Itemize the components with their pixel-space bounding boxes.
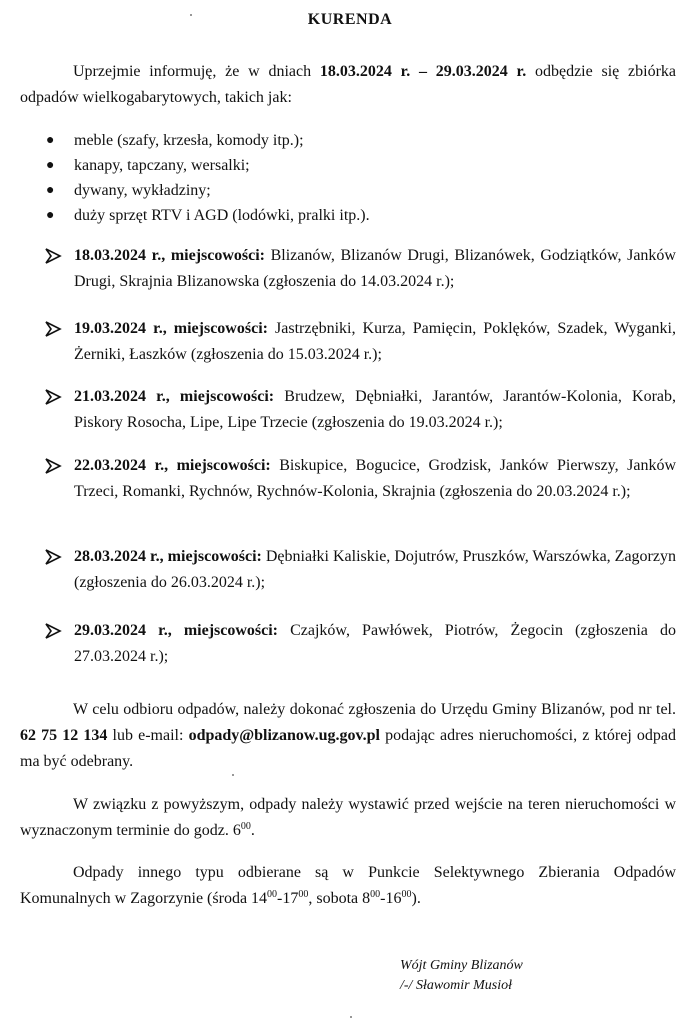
- arrowhead-bullet-icon: [44, 321, 62, 337]
- signatory-office: Wójt Gminy Blizanów: [400, 958, 523, 973]
- bullet-icon: ●: [46, 208, 55, 223]
- arrowhead-bullet-icon: [44, 248, 62, 264]
- schedule-text: [74, 453, 676, 505]
- list-item: [44, 153, 664, 178]
- schedule-places: Jastrzębniki, Kurza, Pamięcin, Poklęków, Szadek, Wyganki, Żerniki, Łaszków: [74, 320, 676, 363]
- contact-text-end: podając adres nieruchomości, z której odpad ma być odebrany.: [20, 727, 676, 770]
- document-title: KURENDA: [307, 11, 393, 28]
- schedule-deadline: (zgłoszenia do 27.03.2024 r.);: [74, 622, 676, 665]
- schedule-text: [74, 316, 676, 368]
- bullet-icon: ●: [46, 183, 55, 198]
- pszok-text: Odpady innego typu odbierane są w Punkcie Selektywnego Zbierania Odpadów Komunalnych w Zagorzynie (środa 14: [20, 864, 676, 907]
- arrowhead-bullet-icon: [44, 549, 62, 565]
- hour-superscript: 00: [298, 889, 309, 900]
- schedule-date: 22.03.2024 r., miejscowości:: [74, 457, 271, 474]
- list-item-text: duży sprzęt RTV i AGD (lodówki, pralki itp.).: [74, 207, 370, 224]
- intro-paragraph: [20, 59, 676, 111]
- pszok-time: -16: [380, 890, 402, 907]
- pszok-paragraph: [20, 860, 676, 912]
- schedule-text: [74, 243, 676, 295]
- list-item: [44, 203, 664, 228]
- pszok-text: , sobota 8: [308, 890, 371, 907]
- schedule-entry: [44, 384, 676, 436]
- hour-superscript: 00: [401, 889, 412, 900]
- schedule-deadline: (zgłoszenia do 14.03.2024 r.);: [259, 273, 455, 290]
- schedule-deadline: (zgłoszenia do 19.03.2024 r.);: [307, 414, 503, 431]
- schedule-places: Biskupice, Bogucice, Grodzisk, Janków Pierwszy, Janków Trzeci, Romanki, Rychnów, Rychnów-Kolonia, Skrajnia: [74, 457, 676, 500]
- hour-superscript: 00: [267, 889, 278, 900]
- waste-type-list: [44, 128, 664, 228]
- schedule-date: 18.03.2024 r., miejscowości:: [74, 247, 266, 264]
- schedule-text: [74, 618, 676, 670]
- notice-paragraph: [20, 792, 676, 844]
- schedule-entry: [44, 544, 676, 596]
- schedule-entry: [44, 453, 676, 505]
- schedule-deadline: (zgłoszenia do 20.03.2024 r.);: [435, 483, 631, 500]
- pszok-time: -17: [277, 890, 299, 907]
- hour-superscript: 00: [240, 821, 251, 832]
- schedule-entry: [44, 618, 676, 670]
- bullet-icon: ●: [46, 133, 55, 148]
- schedule-places: Dębniałki Kaliskie, Dojutrów, Pruszków, Warszówka, Zagorzyn: [261, 548, 676, 565]
- schedule-text: [74, 544, 676, 596]
- scan-speck: [350, 1016, 352, 1018]
- list-item-text: kanapy, tapczany, wersalki;: [74, 157, 250, 174]
- scan-speck: [190, 14, 192, 16]
- notice-text-end: .: [250, 822, 255, 839]
- contact-text-start: W celu odbioru odpadów, należy dokonać zgłoszenia do Urzędu Gminy Blizanów, pod nr tel.: [73, 701, 676, 718]
- schedule-places: Czajków, Pawłówek, Piotrów, Żegocin: [278, 622, 563, 639]
- intro-text-start: Uprzejmie informuję, że w dniach: [73, 63, 320, 80]
- email-address: odpady@blizanow.ug.gov.pl: [188, 727, 380, 744]
- arrowhead-bullet-icon: [44, 458, 62, 474]
- schedule-deadline: (zgłoszenia do 26.03.2024 r.);: [74, 574, 266, 591]
- contact-text-middle: lub e-mail:: [107, 727, 189, 744]
- bullet-icon: ●: [46, 158, 55, 173]
- schedule-text: [74, 384, 676, 436]
- pszok-text-end: ).: [411, 890, 421, 907]
- list-item-text: dywany, wykładziny;: [74, 182, 211, 199]
- schedule-date: 21.03.2024 r., miejscowości:: [74, 388, 275, 405]
- collection-period: 18.03.2024 r. – 29.03.2024 r.: [319, 63, 527, 80]
- arrowhead-bullet-icon: [44, 623, 62, 639]
- contact-paragraph: [20, 697, 676, 775]
- list-item: [44, 128, 664, 153]
- notice-text: W związku z powyższym, odpady należy wystawić przed wejście na teren nieruchomości w wyznaczonym terminie do godz. 6: [20, 796, 676, 839]
- list-item: [44, 178, 664, 203]
- schedule-places: Blizanów, Blizanów Drugi, Blizanówek, Godziątków, Janków Drugi, Skrajnia Blizanowska: [74, 247, 676, 290]
- schedule-date: 19.03.2024 r., miejscowości:: [74, 320, 268, 337]
- scan-speck: [232, 774, 234, 776]
- schedule-entry: [44, 243, 676, 295]
- phone-number: 62 75 12 134: [20, 727, 108, 744]
- schedule-places: Brudzew, Dębniałki, Jarantów, Jarantów-Kolonia, Korab, Piskory Rosocha, Lipe, Lipe Trzecie: [74, 388, 676, 431]
- hour-superscript: 00: [370, 889, 381, 900]
- arrowhead-bullet-icon: [44, 389, 62, 405]
- schedule-date: 29.03.2024 r., miejscowości:: [74, 622, 279, 639]
- schedule-deadline: (zgłoszenia do 15.03.2024 r.);: [186, 346, 382, 363]
- signature-block: [400, 956, 523, 996]
- intro-text-end: odbędzie się zbiórka odpadów wielkogabarytowych, takich jak:: [20, 63, 677, 106]
- list-item-text: meble (szafy, krzesła, komody itp.);: [74, 132, 304, 149]
- schedule-entry: [44, 316, 676, 368]
- schedule-date: 28.03.2024 r., miejscowości:: [74, 548, 262, 565]
- signatory-name: /-/ Sławomir Musioł: [400, 978, 513, 993]
